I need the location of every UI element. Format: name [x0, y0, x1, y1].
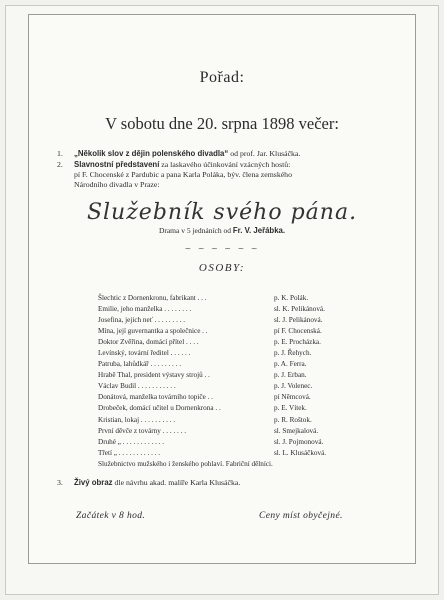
- cast-role: Emilie, jeho manželka . . . . . . . .: [98, 305, 192, 314]
- cast-role: Donátová, manželka továrního topiče . .: [98, 393, 213, 402]
- cast-role: Šlechtic z Dornenkronu, fabrikant . . .: [98, 294, 207, 302]
- cast-row: [98, 348, 358, 359]
- cast-role: První děvče z továrny . . . . . . .: [98, 426, 187, 435]
- cast-row: [98, 326, 358, 337]
- cast-actor: pí Němcová.: [274, 393, 311, 402]
- ornament-divider: ~ ~ ~ ~ ~ ~: [184, 244, 260, 253]
- program-item-2: [57, 160, 397, 192]
- cast-role: Levínský, tovární ředitel . . . . . .: [98, 349, 191, 358]
- play-subtitle-text: Drama v 5 jednáních od: [158, 226, 233, 235]
- cast-row: [98, 426, 358, 437]
- cast-row: [98, 337, 358, 348]
- item-2-line-3: Národního divadla v Praze:: [74, 180, 160, 190]
- cast-role: Mína, její guvernantka a společnice . .: [98, 327, 208, 336]
- cast-heading: OSOBY:: [198, 262, 246, 274]
- cast-role: Druhé „ . . . . . . . . . . . .: [98, 437, 165, 446]
- date-line: V sobotu dne 20. srpna 1898 večer:: [105, 114, 339, 133]
- cast-actor: sl. Smejkalová.: [274, 426, 319, 435]
- item-1-title: „Několik slov z dějin polenského divadla“: [74, 149, 229, 158]
- cast-servants-note: Služebnictvo mužského i ženského pohlaví. Fabriční dělníci.: [98, 459, 273, 468]
- cast-role: Patruba, lahůdkář . . . . . . . . .: [98, 360, 182, 369]
- play-author: Fr. V. Jeřábka.: [232, 226, 286, 235]
- cast-actor: sl. J. Pojmonová.: [274, 437, 324, 446]
- item-2-title: Slavnostní představení: [74, 159, 160, 169]
- cast-actor: p. J. Volenec.: [274, 382, 313, 391]
- cast-row: [98, 359, 358, 370]
- ticket-prices: Ceny míst obyčejné.: [259, 511, 343, 521]
- program-item-3: [57, 478, 397, 489]
- cast-actor: p. E. Procházka.: [274, 338, 321, 347]
- cast-role: Drobeček, domácí učitel u Dornenkrona . .: [98, 404, 221, 413]
- cast-actor: p. K. Polák.: [274, 294, 309, 302]
- cast-actor: p. A. Ferra.: [274, 360, 307, 369]
- item-3-text: dle návrhu akad. malíře Karla Klusáčka.: [112, 478, 241, 487]
- item-3-title: Živý obraz: [74, 478, 113, 487]
- cast-actor: p. J. Řehych.: [274, 349, 312, 358]
- cast-row: [98, 448, 358, 459]
- cast-row: [98, 437, 358, 448]
- cast-role: Josefina, jejich neť . . . . . . . . .: [98, 316, 186, 325]
- start-time: Začátek v 8 hod.: [76, 511, 146, 521]
- cast-row: [98, 304, 358, 315]
- cast-actor: sl. L. Klusáčková.: [274, 448, 327, 457]
- item-number: 1.: [57, 149, 63, 158]
- cast-row: [98, 403, 358, 414]
- cast-row: [98, 381, 358, 392]
- cast-row: [98, 415, 358, 426]
- play-subtitle: [0, 226, 444, 235]
- play-title: Služebník svého pána.: [86, 200, 358, 225]
- cast-row: [98, 315, 358, 326]
- item-2-line-2: pí F. Chocenské z Pardubic a pana Karla Poláka, býv. člena zemského: [74, 169, 292, 179]
- cast-actor: sl. J. Pelikánová.: [274, 316, 323, 325]
- cast-role: Václav Budil . . . . . . . . . . .: [98, 382, 176, 391]
- cast-actor: sl. K. Pelikánová.: [274, 305, 325, 314]
- cast-row: [98, 370, 358, 381]
- cast-row: [98, 392, 358, 403]
- cast-role: Doktor Zvěřina, domácí přítel . . . .: [98, 338, 199, 347]
- cast-actor: p. R. Roštok.: [274, 415, 312, 424]
- cast-actor: p. E. Vítek.: [274, 404, 307, 413]
- cast-role: Třetí „ . . . . . . . . . . . .: [98, 448, 161, 457]
- cast-role: Hrabě Thal, president výstavy strojů . .: [98, 371, 210, 380]
- item-2-text: za laskavého účinkování vzácných hostů:: [159, 159, 291, 169]
- program-item-1: [57, 149, 397, 160]
- cast-actor: pí F. Chocenská.: [274, 327, 322, 336]
- program-heading: Pořad:: [199, 69, 245, 86]
- cast-list: [98, 293, 358, 470]
- cast-actor: p. J. Erban.: [274, 371, 307, 380]
- cast-role: Kristian, lokaj . . . . . . . . . .: [98, 415, 176, 424]
- item-1-text: od prof. Jar. Klusáčka.: [228, 149, 301, 158]
- item-number: 2.: [57, 159, 63, 169]
- cast-row: [98, 293, 358, 304]
- item-number: 3.: [57, 478, 63, 487]
